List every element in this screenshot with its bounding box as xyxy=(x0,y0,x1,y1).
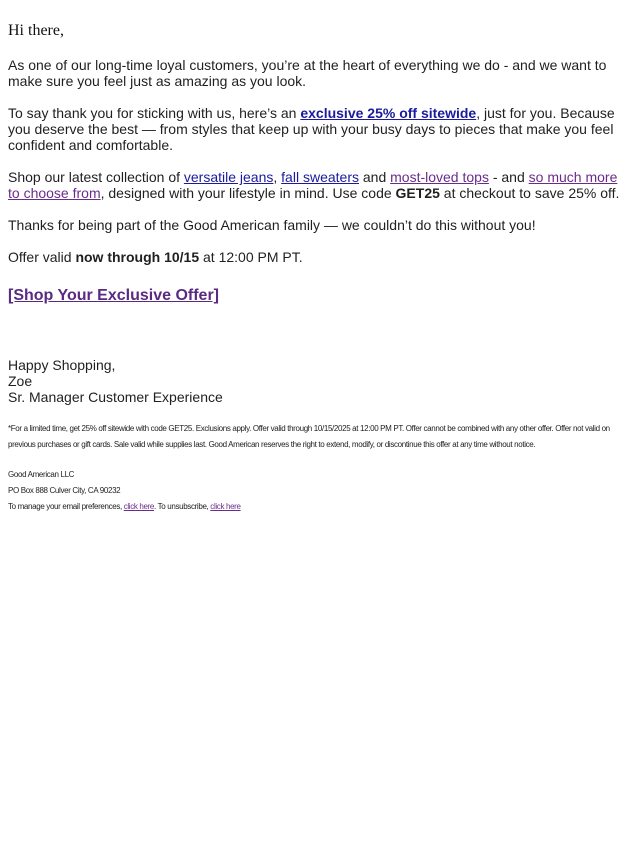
collection-sep-1: , xyxy=(273,169,282,186)
shop-offer-button[interactable]: [Shop Your Exclusive Offer] xyxy=(8,287,220,305)
family-paragraph: Thanks for being part of the Good American family — we couldn’t do this without you! xyxy=(8,217,536,234)
promo-code: GET25 xyxy=(395,185,440,202)
signoff xyxy=(8,357,632,405)
collection-paragraph xyxy=(8,169,632,201)
footer-preferences xyxy=(8,499,632,515)
validity-before: Offer valid xyxy=(8,249,76,266)
so-much-more-link[interactable]: so much more to choose from xyxy=(8,169,618,202)
collection-text-after: at checkout to save 25% off. xyxy=(439,185,620,202)
fall-sweaters-link[interactable]: fall sweaters xyxy=(281,169,359,186)
cta-container xyxy=(8,287,632,305)
offer-text-after: , just for you. Because you deserve the best — from styles that keep up with your busy days to pieces that make you feel confident and comfortable. xyxy=(8,105,615,154)
collection-text-before: Shop our latest collection of xyxy=(8,169,184,186)
manage-preferences-link[interactable]: click here xyxy=(123,502,155,512)
signoff-line: Happy Shopping, xyxy=(8,357,116,374)
footer xyxy=(8,467,632,515)
footer-address: PO Box 888 Culver City, CA 90232 xyxy=(8,486,121,496)
signoff-title: Sr. Manager Customer Experience xyxy=(8,389,223,406)
unsubscribe-text: . To unsubscribe, xyxy=(154,502,211,512)
signoff-name: Zoe xyxy=(8,373,33,390)
collection-sep-2: and xyxy=(358,169,391,186)
manage-text: To manage your email preferences, xyxy=(8,502,124,512)
validity-after: at 12:00 PM PT. xyxy=(199,249,303,266)
offer-paragraph xyxy=(8,105,632,153)
versatile-jeans-link[interactable]: versatile jeans xyxy=(183,169,274,186)
greeting: Hi there, xyxy=(8,22,64,39)
validity-paragraph xyxy=(8,249,632,265)
offer-text-before: To say thank you for sticking with us, here’s an xyxy=(8,105,301,122)
collection-text-middle: , designed with your lifestyle in mind. Use code xyxy=(100,185,396,202)
validity-dates: now through 10/15 xyxy=(75,249,200,266)
exclusive-offer-link[interactable]: exclusive 25% off sitewide xyxy=(300,105,477,122)
intro-paragraph: As one of our long-time loyal customers, you’re at the heart of everything we do - and we want to make sure you feel just as amazing as you look. xyxy=(8,57,607,90)
footer-company: Good American LLC xyxy=(8,470,75,480)
most-loved-tops-link[interactable]: most-loved tops xyxy=(390,169,489,186)
collection-sep-3: - and xyxy=(488,169,529,186)
fine-print: *For a limited time, get 25% off sitewide with code GET25. Exclusions apply. Offer valid through 10/15/2025 at 12:00 PM PT. Offer cannot be combined with any other offer. Offer not valid on previous purchases or gift cards. Sale valid while supplies last. Good American reserves the right to extend, modify, or discontinue this offer at any time without notice. xyxy=(8,424,610,450)
unsubscribe-link[interactable]: click here xyxy=(210,502,241,512)
